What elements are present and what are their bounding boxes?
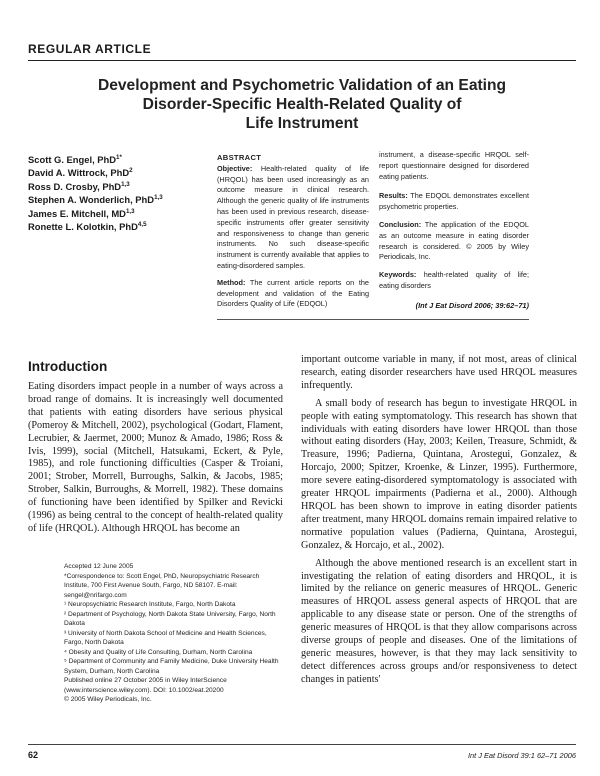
abstract-conclusion: Conclusion: The application of the EDQOL as an outcome measure in eating disorder research is considered. © 2005 by Wiley Periodicals, Inc. [379,219,529,262]
abstract-rule [217,319,529,320]
footnote-copyright: © 2005 Wiley Periodicals, Inc. [64,696,152,703]
abstract-results: Results: The EDQOL demonstrates excellent psychometric properties. [379,191,529,212]
abstract-method-cont: instrument, a disease-specific HRQOL self-report questionnaire designed for disordered eating patients. [379,150,529,181]
footnotes [60,562,283,705]
footnote: ² Department of Psychology, North Dakota State University, Fargo, North Dakota [64,610,276,627]
footnote-published: Published online 27 October 2005 in Wiley InterScience (www.interscience.wiley.com). DOI: 10.1002/eat.20200 [64,677,227,694]
intro-paragraph: Although the above mentioned research is an excellent start in investigating the relation of eating disorders and HRQOL, it is limited by the reliance on generic measures of HRQOL. Generic measures of HRQOL assess general aspects of HRQOL that are applicable to any disease state or person. One of the strengths of generic measures of HRQOL is that they allow comparisons across diverse groups of people and diseases. One of the limitations of generic measures, however, is that they may lack sensitivity to detect differences across groups and/or responsiveness to detect changes in patients' [301,557,577,685]
abstract-method: Method: The current article reports on the development and validation of the Eating Disorders Quality of Life (EDQOL) [217,277,369,309]
section-label: REGULAR ARTICLE [28,42,152,56]
author: Scott G. Engel, PhD$^{1*}$ [28,154,122,165]
abstract-column-2 [379,150,529,299]
footnote: ³ University of North Dakota School of Medicine and Health Sciences, Fargo, North Dakota [64,629,267,646]
journal-citation: (Int J Eat Disord 2006; 39:62–71) [415,301,529,310]
author: David A. Wittrock, PhD$^2$ [28,167,133,179]
footnote: ⁴ Obesity and Quality of Life Consulting, Durham, North Carolina [64,648,253,656]
footnote: ⁵ Department of Community and Family Medicine, Duke University Health System, Durham, North Carolina [64,658,279,675]
article-title [60,76,544,133]
running-footer: Int J Eat Disord 39:1 62–71 2006 [467,751,576,760]
author-list [28,153,218,233]
title-line: Development and Psychometric Validation of an Eating [97,77,507,94]
body-column-right [301,354,577,687]
abstract-objective: Objective: Health-related quality of life (HRQOL) has been used increasingly as an outcome measure in clinical research. Although the generic quality of life instruments has been used in previous research, disease-specific instruments offer greater sensitivity and responsiveness to change than generic instruments. No such disease-specific instrument is currently available that applies to eating-disordered samples. [217,163,369,270]
author: Ross D. Crosby, PhD$^{1,3}$ [28,180,130,192]
bottom-rule [28,744,576,745]
intro-paragraph: A small body of research has begun to investigate HRQOL in people with eating symptomatology. This research has shown that individuals with eating disorders have lower HRQOL than those without eating disorders (Hay, 2003; Keilen, Treasure, Schmidt, & Treasure, 1996; Padierna, Quintana, Arostegui, Gonzalez, & Horcajo, 2000; Spitzer, Kroenke, & Linzer, 1995). Furthermore, more severe eating-disordered symptomatology is associated with greater HRQOL impairments (Padierna et al., 2000). Although HRQOL has been shown to improve in eating disorder patients after treatment, many HRQOL domains remain impaired relative to normative population values (Padierna, Quintana, Arostegui, Gonzalez, & Horcajo, et al., 2002). [301,397,577,551]
section-heading: Introduction [28,359,108,374]
footnote: ¹ Neuropsychiatric Research Institute, Fargo, North Dakota [64,601,236,608]
abstract-column-1 [217,153,369,316]
body-column-left [28,358,283,536]
top-rule [28,60,576,61]
author: Stephen A. Wonderlich, PhD$^{1,3}$ [28,194,163,206]
title-line: Life Instrument [245,115,359,132]
author: Ronette L. Kolotkin, PhD$^{4,5}$ [28,221,147,233]
title-line: Disorder-Specific Health-Related Quality of [142,96,462,113]
author: James E. Mitchell, MD$^{1,3}$ [28,207,135,219]
intro-paragraph-cont: important outcome variable in many, if not most, areas of clinical research, eating disorder researchers have used HRQOL measures infrequently. [301,354,577,391]
page-number: 62 [28,750,39,760]
footnote-accepted: Accepted 12 June 2005 [64,563,134,570]
abstract-heading: ABSTRACT [217,153,262,162]
footnote-correspondence: *Correspondence to: Scott Engel, PhD, Neuropsychiatric Research Institute, 700 First Avenue South, Fargo, ND 58107. E-mail: sengel@nrifargo.com [64,572,260,599]
abstract-keywords: Keywords: health-related quality of life; eating disorders [379,270,529,290]
intro-paragraph: Eating disorders impact people in a number of ways across a broad range of domains. It is increasingly well documented that patients with eating disorders have serious physical (Pomeroy & Mitchell, 2002), psychological (Godart, Flament, Lecrubier, & Jaermet, 2000; Munoz & Amado, 1986; Ross & Ivis, 1999), social (Mitchell, Hatsukami, Eckert, & Pyle, 1985), and role functioning difficulties (Casper & Troiani, 2001; Strober, Morrell, Burroughs, Salkin, & Jacobs, 1985; Strober, Salkin, Burroughs, & Morrell, 1982). These domains of functioning have been identified by Spilker and Revicki (1996) as being central to the concept of health-related quality of life (HRQOL). Although HRQOL has become an [28,381,283,534]
